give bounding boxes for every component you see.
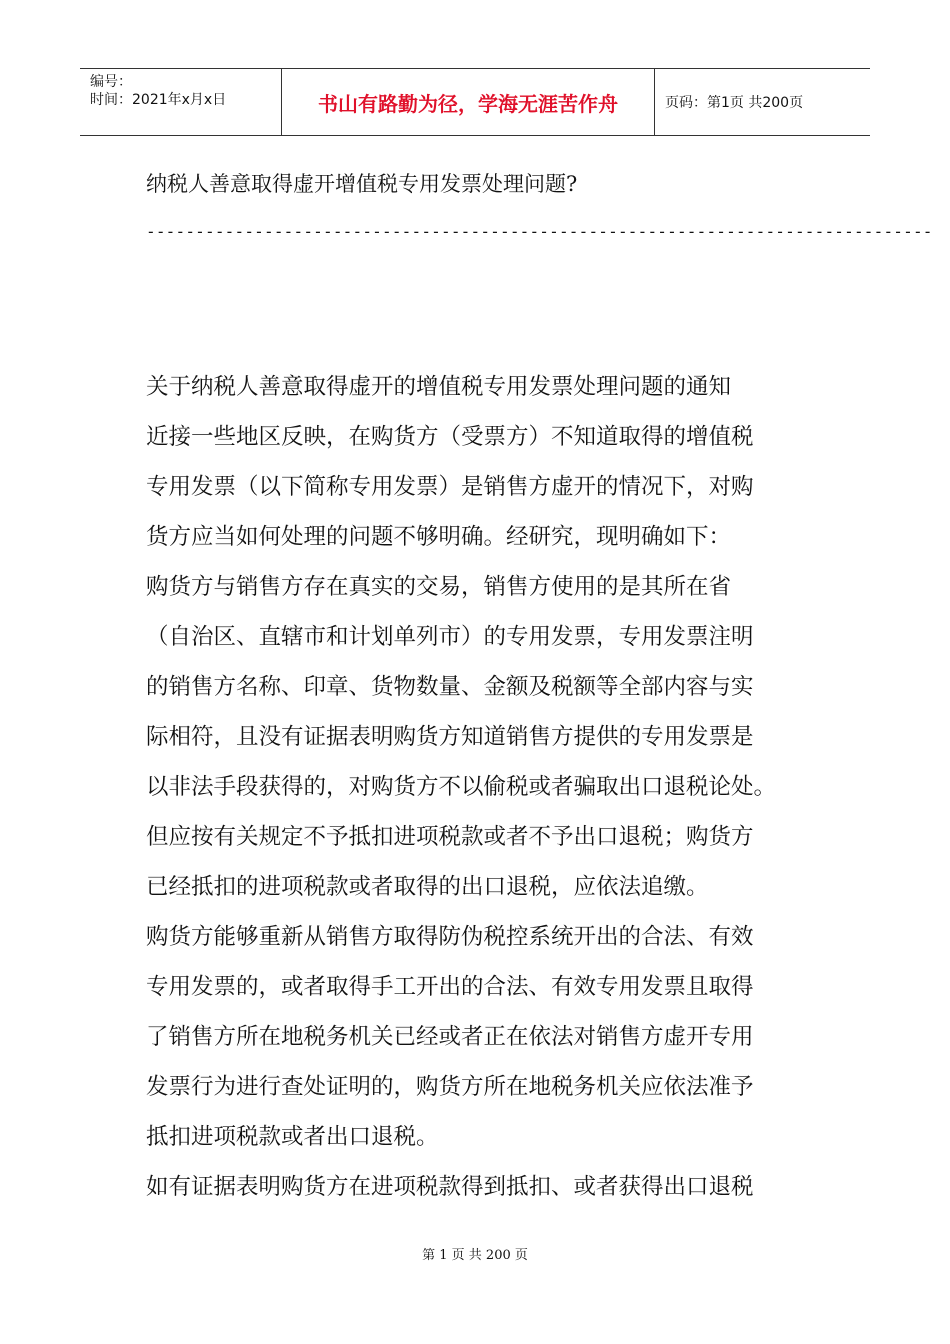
header-page-info: 页码：第1页 共200页 <box>665 95 804 111</box>
document-number-label: 编号： <box>90 74 132 90</box>
header-motto: 书山有路勤为径，学海无涯苦作舟 <box>282 69 655 135</box>
document-header <box>80 68 870 136</box>
document-date: 时间：2021年x月x日 <box>90 92 227 108</box>
body-line: 了销售方所在地税务机关已经或者正在依法对销售方虚开专用 <box>146 1024 754 1050</box>
body-line: 购货方能够重新从销售方取得防伪税控系统开出的合法、有效 <box>146 924 754 950</box>
body-line: （自治区、直辖市和计划单列市）的专用发票，专用发票注明 <box>146 624 754 650</box>
body-line: 的销售方名称、印章、货物数量、金额及税额等全部内容与实 <box>146 674 754 700</box>
body-line: 近接一些地区反映，在购货方（受票方）不知道取得的增值税 <box>146 424 754 450</box>
body-line: 货方应当如何处理的问题不够明确。经研究，现明确如下： <box>146 524 732 550</box>
body-line: 际相符，且没有证据表明购货方知道销售方提供的专用发票是 <box>146 724 754 750</box>
document-title: 纳税人善意取得虚开增值税专用发票处理问题? <box>146 172 578 196</box>
body-line: 购货方与销售方存在真实的交易，销售方使用的是其所在省 <box>146 574 732 600</box>
body-line: 专用发票（以下简称专用发票）是销售方虚开的情况下，对购 <box>146 474 754 500</box>
body-line: 已经抵扣的进项税款或者取得的出口退税，应依法追缴。 <box>146 874 709 900</box>
body-line: 如有证据表明购货方在进项税款得到抵扣、或者获得出口退税 <box>146 1174 754 1200</box>
document-body <box>146 362 812 1212</box>
separator-line: -------------------------------------------------------------------------------- <box>146 222 933 241</box>
body-line: 抵扣进项税款或者出口退税。 <box>146 1124 439 1150</box>
body-line: 发票行为进行查处证明的，购货方所在地税务机关应依法准予 <box>146 1074 754 1100</box>
body-line: 关于纳税人善意取得虚开的增值税专用发票处理问题的通知 <box>146 374 732 400</box>
page-footer: 第 1 页 共 200 页 <box>422 1248 528 1263</box>
body-line: 以非法手段获得的，对购货方不以偷税或者骗取出口退税论处。 <box>146 774 777 800</box>
header-meta <box>80 69 282 135</box>
body-line: 专用发票的，或者取得手工开出的合法、有效专用发票且取得 <box>146 974 754 1000</box>
body-line: 但应按有关规定不予抵扣进项税款或者不予出口退税；购货方 <box>146 824 754 850</box>
